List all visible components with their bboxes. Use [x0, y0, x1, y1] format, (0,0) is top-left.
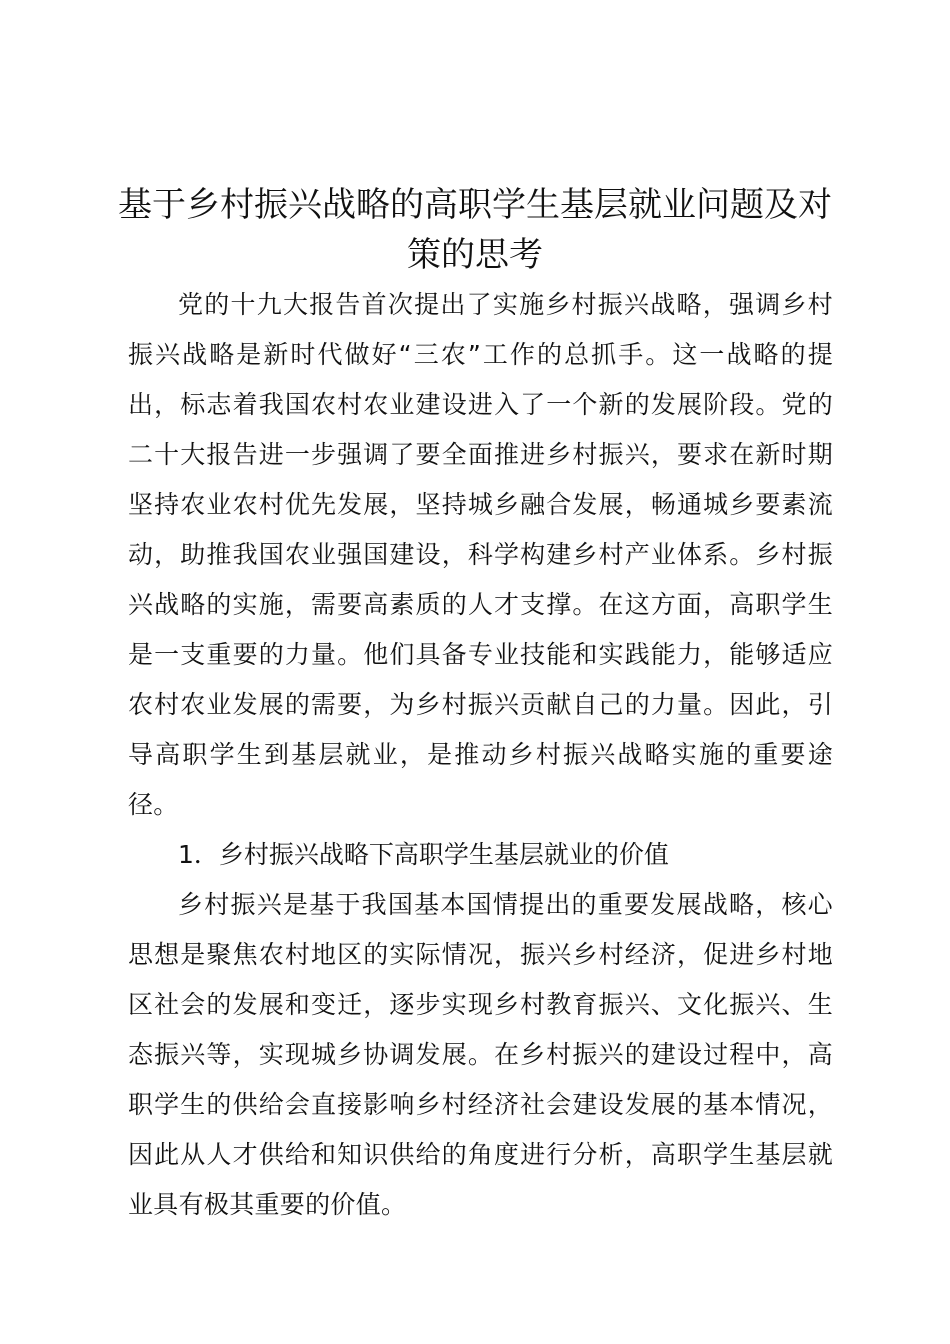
intro-paragraph: 党的十九大报告首次提出了实施乡村振兴战略，强调乡村振兴战略是新时代做好“三农”工作的总抓手。这一战略的提出，标志着我国农村农业建设进入了一个新的发展阶段。党的二十大报告进一步强调了要全面推进乡村振兴，要求在新时期坚持农业农村优先发展，坚持城乡融合发展，畅通城乡要素流动，助推我国农业强国建设，科学构建乡村产业体系。乡村振兴战略的实施，需要高素质的人才支撑。在这方面，高职学生是一支重要的力量。他们具备专业技能和实践能力，能够适应农村农业发展的需要，为乡村振兴贡献自己的力量。因此，引导高职学生到基层就业，是推动乡村振兴战略实施的重要途径。: [128, 290, 833, 819]
section-heading: 1．乡村振兴战略下高职学生基层就业的价值: [178, 840, 669, 869]
document-title: 基于乡村振兴战略的高职学生基层就业问题及对策的思考: [118, 185, 832, 275]
document-body: [128, 280, 833, 1230]
section-paragraph: 乡村振兴是基于我国基本国情提出的重要发展战略，核心思想是聚焦农村地区的实际情况，振兴乡村经济，促进乡村地区社会的发展和变迁，逐步实现乡村教育振兴、文化振兴、生态振兴等，实现城乡协调发展。在乡村振兴的建设过程中，高职学生的供给会直接影响乡村经济社会建设发展的基本情况，因此从人才供给和知识供给的角度进行分析，高职学生基层就业具有极其重要的价值。: [128, 890, 833, 1219]
